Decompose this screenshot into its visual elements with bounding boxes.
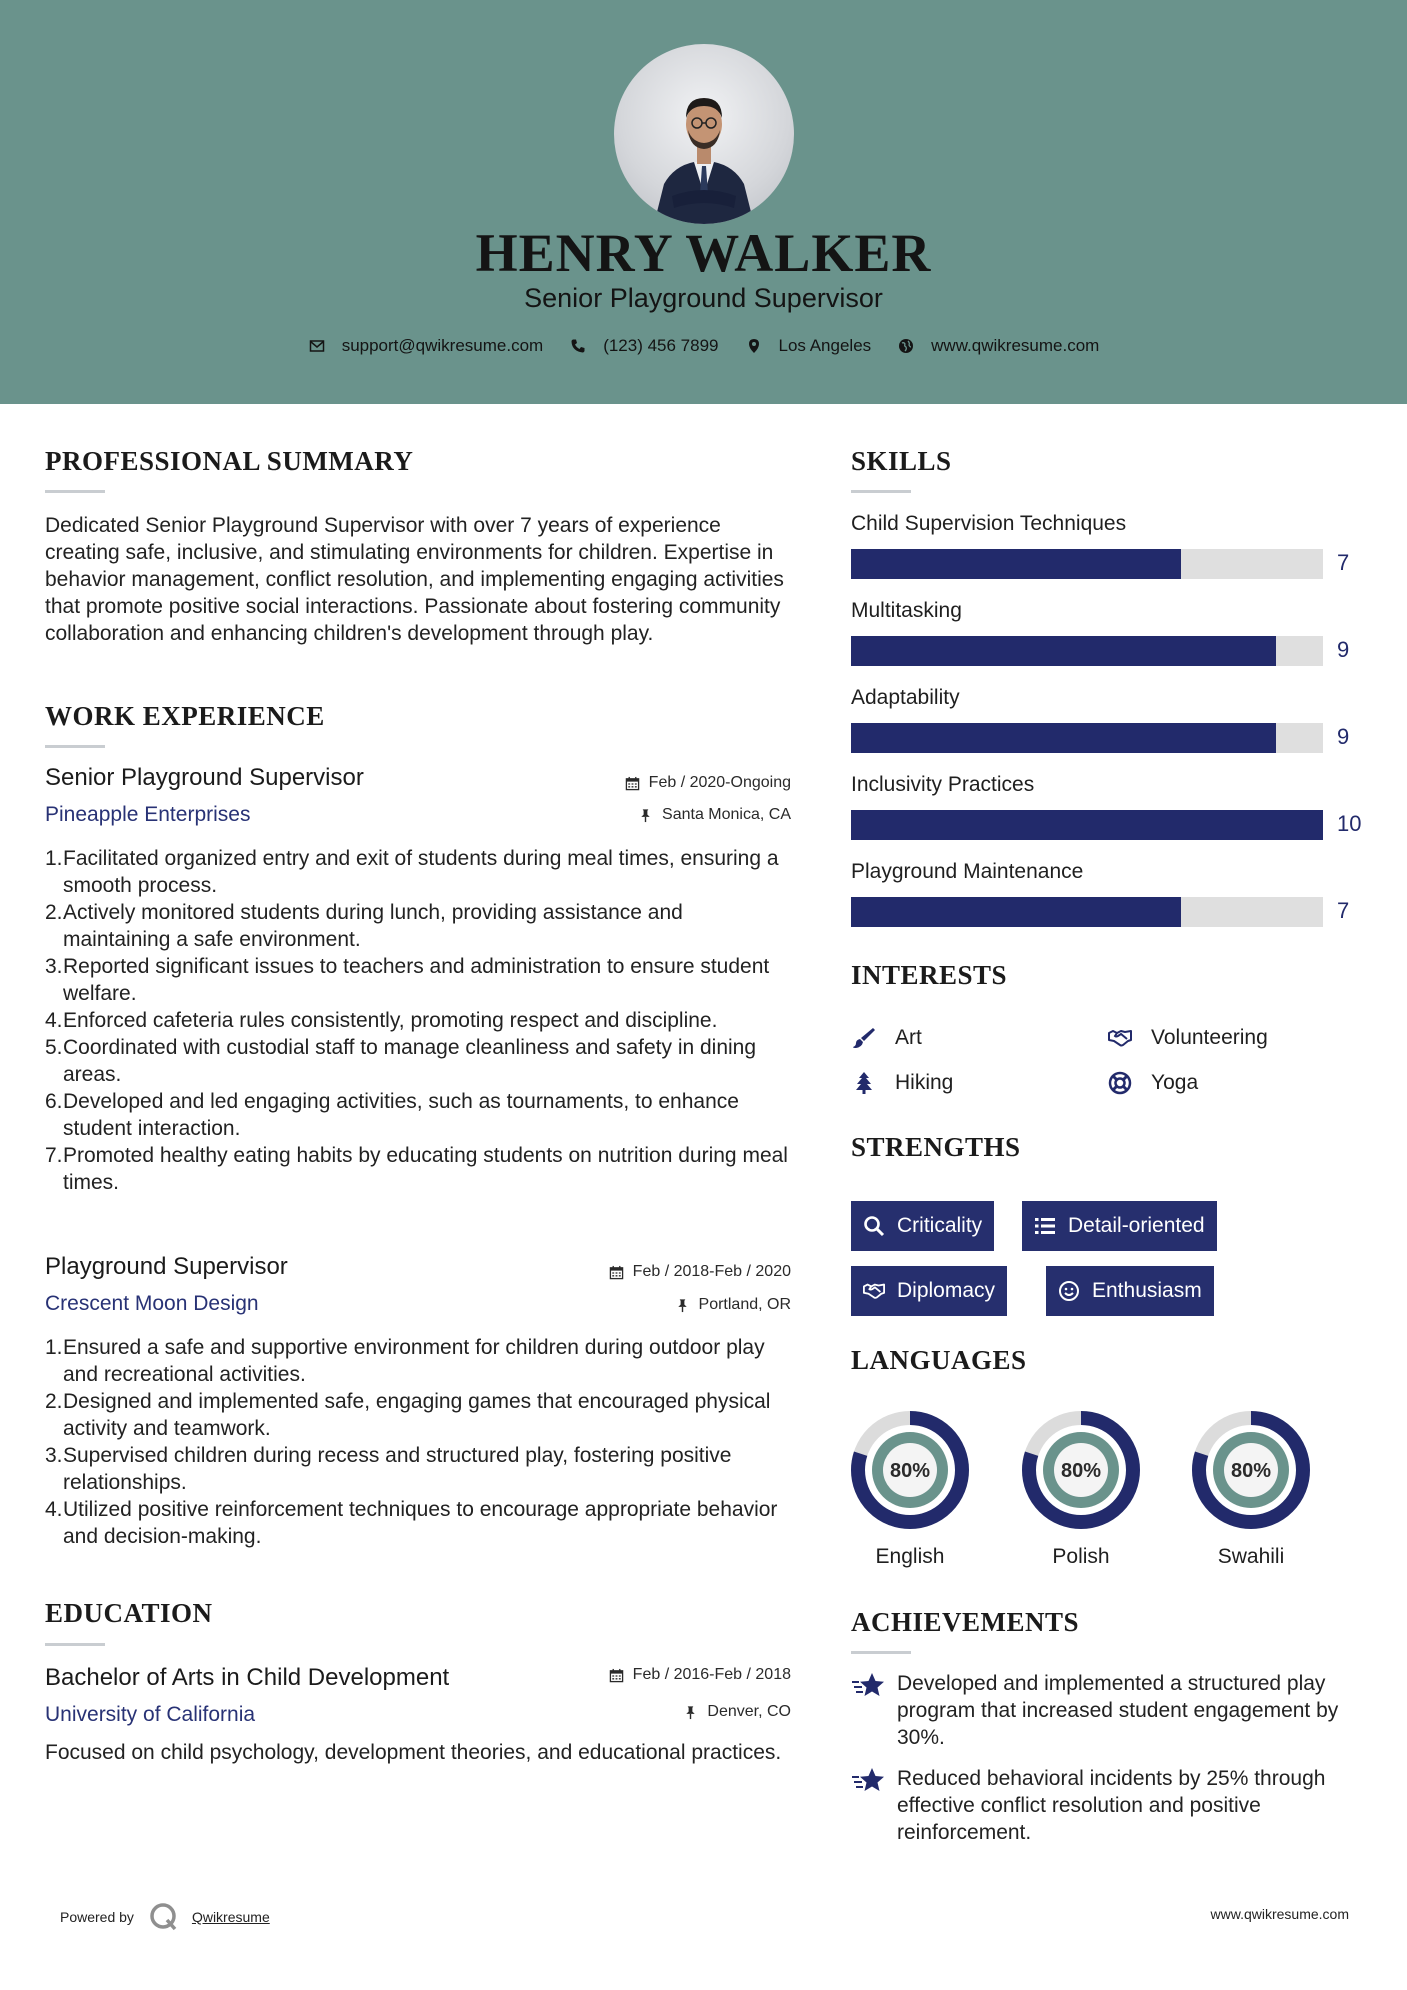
job-title: Playground Supervisor xyxy=(45,1253,288,1280)
summary-divider xyxy=(45,490,105,493)
contact-location-text: Los Angeles xyxy=(778,336,872,355)
list-item-text: Utilized positive reinforcement techniques to encourage appropriate behavior and decision-making. xyxy=(63,1498,778,1548)
calendar-icon xyxy=(609,1668,624,1683)
contact-location xyxy=(745,336,872,356)
summary-text: Dedicated Senior Playground Supervisor with over 7 years of experience creating safe, inclusive, and stimulating environments for children. Expertise in behavior management, conflict resolution, and implementing engaging activities that promote positive social interactions. Passionate about fostering community collaboration and enhancing children's development through play. xyxy=(45,514,784,645)
education-degree: Bachelor of Arts in Child Development xyxy=(45,1664,450,1691)
education-location-text: Denver, CO xyxy=(707,1703,791,1720)
interest-label: Art xyxy=(895,1026,922,1049)
person-portrait-icon xyxy=(614,44,794,224)
experience-heading: WORK EXPERIENCE xyxy=(45,701,325,731)
map-marker-icon xyxy=(745,337,763,355)
skill-value: 10 xyxy=(1337,811,1362,836)
list-item xyxy=(45,1034,795,1088)
profile-photo xyxy=(614,44,794,224)
list-item xyxy=(45,1088,795,1142)
language-name: Polish xyxy=(1052,1545,1110,1568)
skill-bar-track xyxy=(851,723,1323,753)
language-name: English xyxy=(875,1545,945,1568)
language-percent: 80% xyxy=(889,1460,931,1482)
skill-value: 9 xyxy=(1337,724,1350,749)
list-item-text: Enforced cafeteria rules consistently, promoting respect and discipline. xyxy=(63,1009,718,1032)
skill-bar-fill xyxy=(851,897,1181,927)
interest-item xyxy=(1107,1070,1198,1096)
list-number: 2. xyxy=(45,901,63,924)
pushpin-icon xyxy=(675,1298,690,1313)
interest-label: Yoga xyxy=(1151,1071,1199,1094)
resume-header xyxy=(0,0,1407,404)
list-icon xyxy=(1034,1215,1056,1237)
list-number: 7. xyxy=(45,1144,63,1167)
pushpin-icon xyxy=(638,808,653,823)
envelope-icon xyxy=(308,337,326,355)
skill-name: Inclusivity Practices xyxy=(851,773,1035,796)
pushpin-icon xyxy=(683,1705,698,1720)
experience-divider xyxy=(45,745,105,748)
search-icon xyxy=(863,1215,885,1237)
skills-heading: SKILLS xyxy=(851,446,952,476)
contact-email[interactable] xyxy=(308,336,544,356)
list-item xyxy=(45,953,795,1007)
language-name: Swahili xyxy=(1217,1545,1285,1568)
list-item-text: Promoted healthy eating habits by educating students on nutrition during meal times. xyxy=(63,1144,788,1194)
job-location xyxy=(45,806,791,824)
list-item xyxy=(45,1442,795,1496)
contact-website-text: www.qwikresume.com xyxy=(931,336,1100,355)
powered-by-text: Powered by xyxy=(60,1909,134,1925)
list-item xyxy=(45,845,795,899)
candidate-name: HENRY WALKER xyxy=(475,223,932,283)
achievements-divider xyxy=(851,1651,911,1654)
strength-label: Detail-oriented xyxy=(1068,1214,1205,1237)
globe-icon xyxy=(897,337,915,355)
list-item-text: Designed and implemented safe, engaging games that encouraged physical activity and teamwork. xyxy=(63,1390,771,1440)
list-item-text: Actively monitored students during lunch, providing assistance and maintaining a safe environment. xyxy=(63,901,683,951)
qwikresume-link[interactable]: Qwikresume xyxy=(191,1909,270,1925)
list-number: 1. xyxy=(45,847,63,870)
list-item xyxy=(45,1007,795,1034)
skill-name: Adaptability xyxy=(851,686,960,709)
job-dates xyxy=(45,1263,791,1281)
contact-bar xyxy=(0,336,1407,356)
language-percent: 80% xyxy=(1230,1460,1272,1482)
contact-website[interactable] xyxy=(897,336,1099,356)
job-company: Pineapple Enterprises xyxy=(45,803,251,826)
contact-email-text: support@qwikresume.com xyxy=(341,336,544,355)
achievement-text: Developed and implemented a structured play program that increased student engagement by 30%. xyxy=(897,1672,1339,1749)
interest-item xyxy=(1107,1025,1268,1051)
handshake-icon xyxy=(1107,1025,1133,1051)
list-item-text: Supervised children during recess and structured play, fostering positive relationships. xyxy=(63,1444,732,1494)
job-location-text: Santa Monica, CA xyxy=(662,806,791,823)
job-bullets xyxy=(45,845,795,1196)
skill-value: 7 xyxy=(1337,550,1350,575)
languages-heading: LANGUAGES xyxy=(851,1345,1027,1375)
star-icon xyxy=(851,1765,885,1795)
job-title: Senior Playground Supervisor xyxy=(45,764,364,791)
phone-icon xyxy=(569,337,587,355)
achievement-item xyxy=(851,1670,1351,1751)
achievement-item xyxy=(851,1765,1351,1846)
strength-badge xyxy=(1046,1266,1214,1316)
education-location xyxy=(45,1703,791,1721)
language-ring xyxy=(1190,1409,1312,1531)
list-number: 3. xyxy=(45,1444,63,1467)
education-heading: EDUCATION xyxy=(45,1598,213,1628)
list-item-text: Reported significant issues to teachers and administration to ensure student welfare. xyxy=(63,955,770,1005)
list-number: 2. xyxy=(45,1390,63,1413)
list-number: 4. xyxy=(45,1498,63,1521)
candidate-title: Senior Playground Supervisor xyxy=(524,283,883,313)
summary-heading: PROFESSIONAL SUMMARY xyxy=(45,446,414,476)
job-dates-text: Feb / 2020-Ongoing xyxy=(648,774,791,791)
strength-badge xyxy=(1022,1201,1217,1251)
list-item-text: Facilitated organized entry and exit of students during meal times, ensuring a smooth process. xyxy=(63,847,779,897)
calendar-icon xyxy=(609,1265,624,1280)
strength-label: Diplomacy xyxy=(897,1279,996,1302)
skill-value: 9 xyxy=(1337,637,1350,662)
interests-heading: INTERESTS xyxy=(851,960,1008,990)
strengths-heading: STRENGTHS xyxy=(851,1132,1021,1162)
strength-badge xyxy=(851,1201,994,1251)
list-number: 6. xyxy=(45,1090,63,1113)
skill-bar-fill xyxy=(851,723,1276,753)
paintbrush-icon xyxy=(851,1025,877,1051)
job-dates xyxy=(45,774,791,792)
education-school: University of California xyxy=(45,1703,256,1726)
education-divider xyxy=(45,1643,105,1646)
achievement-text: Reduced behavioral incidents by 25% through effective conflict resolution and positive reinforcement. xyxy=(897,1767,1326,1844)
list-number: 5. xyxy=(45,1036,63,1059)
footer-website[interactable]: www.qwikresume.com xyxy=(1210,1906,1349,1922)
job-dates-text: Feb / 2018-Feb / 2020 xyxy=(632,1263,791,1280)
skill-bar-fill xyxy=(851,549,1181,579)
language-ring xyxy=(1020,1409,1142,1531)
calendar-icon xyxy=(625,776,640,791)
skill-bar-fill xyxy=(851,810,1323,840)
job-bullets xyxy=(45,1334,795,1550)
skill-bar-track xyxy=(851,810,1323,840)
job-company: Crescent Moon Design xyxy=(45,1292,259,1315)
contact-phone-text: (123) 456 7899 xyxy=(603,336,719,355)
skill-bar-track xyxy=(851,636,1323,666)
list-number: 4. xyxy=(45,1009,63,1032)
skills-divider xyxy=(851,490,911,493)
skill-bar-fill xyxy=(851,636,1276,666)
list-item-text: Coordinated with custodial staff to manage cleanliness and safety in dining areas. xyxy=(63,1036,757,1086)
skill-name: Child Supervision Techniques xyxy=(851,512,1127,535)
strength-badge xyxy=(851,1266,1007,1316)
skill-name: Multitasking xyxy=(851,599,962,622)
list-item xyxy=(45,899,795,953)
skill-value: 7 xyxy=(1337,898,1350,923)
education-description: Focused on child psychology, development theories, and educational practices. xyxy=(45,1741,782,1764)
interest-item xyxy=(851,1070,953,1096)
job-location-text: Portland, OR xyxy=(698,1296,791,1313)
skill-bar-track xyxy=(851,897,1323,927)
interest-label: Hiking xyxy=(895,1071,954,1094)
language-ring xyxy=(849,1409,971,1531)
list-item-text: Ensured a safe and supportive environment for children during outdoor play and recreational activities. xyxy=(63,1336,765,1386)
list-number: 1. xyxy=(45,1336,63,1359)
strength-label: Enthusiasm xyxy=(1092,1279,1202,1302)
skill-name: Playground Maintenance xyxy=(851,860,1084,883)
education-dates xyxy=(45,1666,791,1684)
star-icon xyxy=(851,1670,885,1700)
footer-powered-by xyxy=(60,1901,270,1933)
interest-item xyxy=(851,1025,922,1051)
list-item xyxy=(45,1496,795,1550)
contact-phone[interactable] xyxy=(569,336,718,356)
skill-bar-track xyxy=(851,549,1323,579)
qwikresume-logo-icon xyxy=(148,1901,180,1933)
life-ring-icon xyxy=(1107,1070,1133,1096)
list-item xyxy=(45,1334,795,1388)
education-dates-text: Feb / 2016-Feb / 2018 xyxy=(632,1666,791,1683)
language-percent: 80% xyxy=(1060,1460,1102,1482)
list-number: 3. xyxy=(45,955,63,978)
tree-icon xyxy=(851,1070,877,1096)
strength-label: Criticality xyxy=(897,1214,983,1237)
smile-icon xyxy=(1058,1280,1080,1302)
achievements-heading: ACHIEVEMENTS xyxy=(851,1607,1080,1637)
list-item xyxy=(45,1142,795,1196)
job-location xyxy=(45,1296,791,1314)
handshake-icon xyxy=(863,1280,885,1302)
list-item xyxy=(45,1388,795,1442)
list-item-text: Developed and led engaging activities, such as tournaments, to enhance student interaction. xyxy=(63,1090,739,1140)
interest-label: Volunteering xyxy=(1151,1026,1268,1049)
